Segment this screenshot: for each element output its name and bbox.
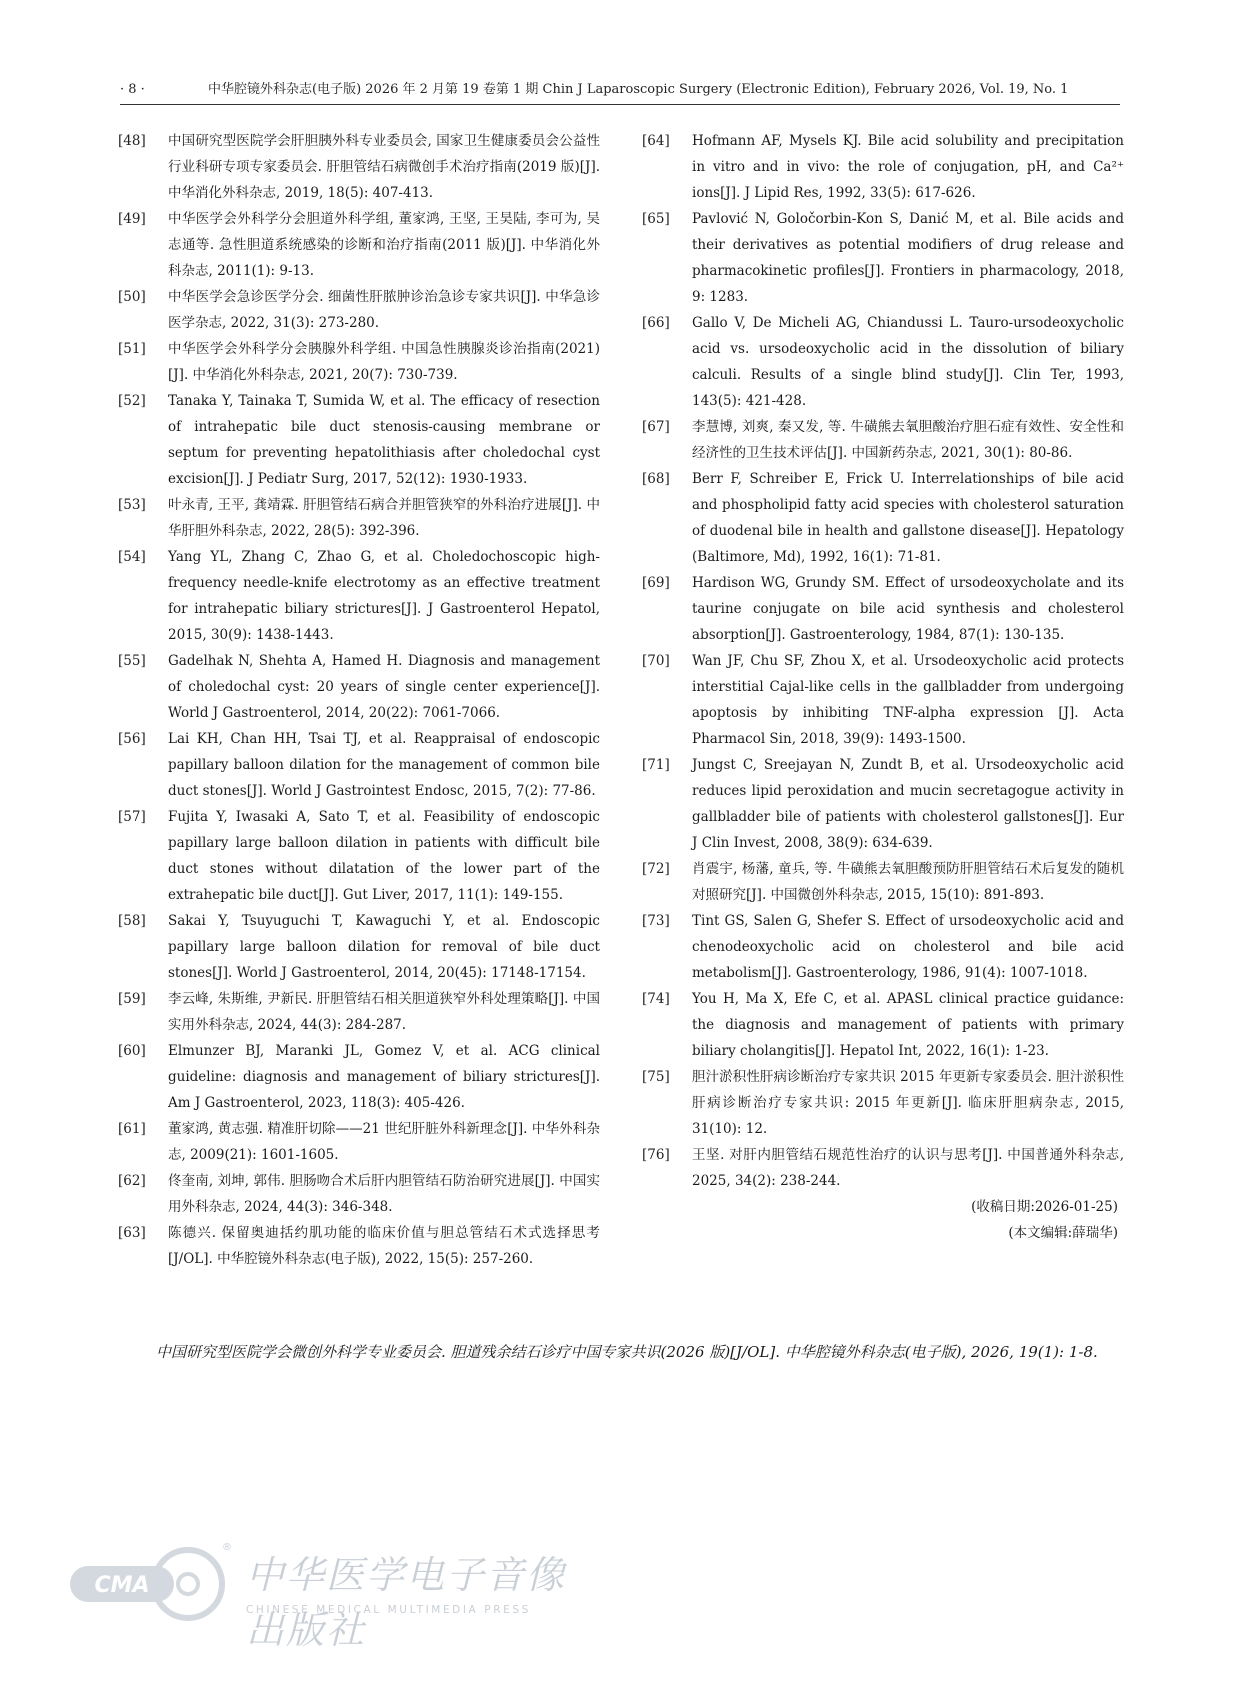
reference-number: [64] — [642, 133, 670, 149]
reference-number: [61] — [118, 1121, 146, 1137]
reference-item — [642, 1142, 1124, 1194]
publisher-name-en: CHINESE MEDICAL MULTIMEDIA PRESS — [246, 1604, 531, 1616]
reference-item — [642, 752, 1124, 856]
reference-item — [118, 804, 600, 908]
reference-item — [118, 1168, 600, 1220]
reference-number: [63] — [118, 1225, 146, 1241]
reference-number: [57] — [118, 809, 146, 825]
reference-number: [52] — [118, 393, 146, 409]
reference-text: Gallo V, De Micheli AG, Chiandussi L. Tauro-ursodeoxycholic acid vs. ursodeoxycholic acid in the dissolution of biliary calculi. Results of a single blind study[J]. Clin Ter, 1993, 143(5): 421-428. — [692, 315, 1124, 409]
reference-number: [49] — [118, 211, 146, 227]
reference-text: Fujita Y, Iwasaki A, Sato T, et al. Feasibility of endoscopic papillary large balloon dilation in patients with difficult bile duct stones without dilatation of the lower part of the extrahepatic bile duct[J]. Gut Liver, 2017, 11(1): 149-155. — [168, 809, 600, 903]
reference-text: 肖震宇, 杨藩, 童兵, 等. 牛磺熊去氧胆酸预防肝胆管结石术后复发的随机对照研究[J]. 中国微创外科杂志, 2015, 15(10): 891-893. — [692, 861, 1124, 903]
reference-text: 中国研究型医院学会肝胆胰外科专业委员会, 国家卫生健康委员会公益性行业科研专项专家委员会. 肝胆管结石病微创手术治疗指南(2019 版)[J]. 中华消化外科杂志, 2019, 18(5): 407-413. — [168, 133, 600, 201]
reference-text: 中华医学会急诊医学分会. 细菌性肝脓肿诊治急诊专家共识[J]. 中华急诊医学杂志, 2022, 31(3): 273-280. — [168, 289, 600, 331]
reference-text: 陈德兴. 保留奥迪括约肌功能的临床价值与胆总管结石术式选择思考[J/OL]. 中华腔镜外科杂志(电子版), 2022, 15(5): 257-260. — [168, 1225, 600, 1267]
reference-item — [118, 492, 600, 544]
editor-credit: (本文编辑:薛瑞华) — [1008, 1225, 1118, 1241]
reference-text: Jungst C, Sreejayan N, Zundt B, et al. Ursodeoxycholic acid reduces lipid peroxidation and mucin secretagogue activity in gallbladder bile of patients with cholesterol gallstones[J]. Eur J Clin Invest, 2008, 38(9): 634-639. — [692, 757, 1124, 851]
reference-item — [118, 1038, 600, 1116]
reference-number: [76] — [642, 1147, 670, 1163]
reference-number: [72] — [642, 861, 670, 877]
reference-number: [65] — [642, 211, 670, 227]
reference-number: [67] — [642, 419, 670, 435]
reference-text: Tint GS, Salen G, Shefer S. Effect of ursodeoxycholic acid and chenodeoxycholic acid on cholesterol and bile acid metabolism[J]. Gastroenterology, 1986, 91(4): 1007-1018. — [692, 913, 1124, 981]
reference-item — [642, 856, 1124, 908]
running-header — [120, 78, 1120, 97]
reference-text: Gadelhak N, Shehta A, Hamed H. Diagnosis and management of choledochal cyst: 20 years of single center experience[J]. World J Gastroenterol, 2014, 20(22): 7061-7066. — [168, 653, 600, 721]
reference-text: 胆汁淤积性肝病诊断治疗专家共识 2015 年更新专家委员会. 胆汁淤积性肝病诊断治疗专家共识: 2015 年更新[J]. 临床肝胆病杂志, 2015, 31(10): 12. — [692, 1069, 1124, 1137]
reference-number: [62] — [118, 1173, 146, 1189]
logo-text: CMA — [94, 1573, 150, 1598]
reference-text: 中华医学会外科学分会胰腺外科学组. 中国急性胰腺炎诊治指南(2021)[J]. 中华消化外科杂志, 2021, 20(7): 730-739. — [168, 341, 600, 383]
reference-item — [118, 336, 600, 388]
svg-text:®: ® — [222, 1542, 232, 1553]
reference-item — [642, 648, 1124, 752]
cma-disc-logo-icon — [70, 1538, 240, 1628]
reference-text: Sakai Y, Tsuyuguchi T, Kawaguchi Y, et al. Endoscopic papillary large balloon dilation for removal of bile duct stones[J]. World J Gastroenterol, 2014, 20(45): 17148-17154. — [168, 913, 600, 981]
reference-text: Pavlović N, Goločorbin-Kon S, Danić M, et al. Bile acids and their derivatives as potential modifiers of drug release and pharmacokinetic profiles[J]. Frontiers in pharmacology, 2018, 9: 1283. — [692, 211, 1124, 305]
reference-item — [118, 726, 600, 804]
reference-text: Elmunzer BJ, Maranki JL, Gomez V, et al. ACG clinical guideline: diagnosis and management of biliary strictures[J]. Am J Gastroenterol, 2023, 118(3): 405-426. — [168, 1043, 600, 1111]
reference-number: [59] — [118, 991, 146, 1007]
reference-item — [118, 1220, 600, 1272]
reference-number: [69] — [642, 575, 670, 591]
reference-text: 佟奎南, 刘坤, 郭伟. 胆肠吻合术后肝内胆管结石防治研究进展[J]. 中国实用外科杂志, 2024, 44(3): 346-348. — [168, 1173, 600, 1215]
reference-text: Yang YL, Zhang C, Zhao G, et al. Choledochoscopic high-frequency needle-knife electrotomy as an effective treatment for intrahepatic biliary strictures[J]. J Gastroenterol Hepatol, 2015, 30(9): 1438-1443. — [168, 549, 600, 643]
reference-text: 董家鸿, 黄志强. 精准肝切除——21 世纪肝脏外科新理念[J]. 中华外科杂志, 2009(21): 1601-1605. — [168, 1121, 600, 1163]
reference-text: Berr F, Schreiber E, Frick U. Interrelationships of bile acid and phospholipid fatty acid species with cholesterol saturation of duodenal bile in health and gallstone disease[J]. Hepatology (Baltimore, Md), 1992, 16(1): 71-81. — [692, 471, 1124, 565]
reference-number: [71] — [642, 757, 670, 773]
reference-item — [642, 206, 1124, 310]
reference-text: 李慧博, 刘爽, 秦又发, 等. 牛磺熊去氧胆酸治疗胆石症有效性、安全性和经济性的卫生技术评估[J]. 中国新药杂志, 2021, 30(1): 80-86. — [692, 419, 1124, 461]
reference-text: Hofmann AF, Mysels KJ. Bile acid solubility and precipitation in vitro and in vivo: the role of conjugation, pH, and Ca²⁺ ions[J]. J Lipid Res, 1992, 33(5): 617-626. — [692, 133, 1124, 201]
reference-number: [73] — [642, 913, 670, 929]
article-citation: 中国研究型医院学会微创外科学专业委员会. 胆道残余结石诊疗中国专家共识(2026 版)[J/OL]. 中华腔镜外科杂志(电子版), 2026, 19(1): 1-8. — [156, 1343, 1098, 1361]
reference-number: [50] — [118, 289, 146, 305]
reference-text: You H, Ma X, Efe C, et al. APASL clinical practice guidance: the diagnosis and management of patients with primary biliary cholangitis[J]. Hepatol Int, 2022, 16(1): 1-23. — [692, 991, 1124, 1059]
reference-number: [58] — [118, 913, 146, 929]
publisher-logo — [70, 1538, 590, 1652]
reference-item — [642, 466, 1124, 570]
header-divider — [120, 104, 1120, 105]
reference-item — [118, 206, 600, 284]
page-number: · 8 · — [120, 82, 145, 97]
reference-item — [118, 544, 600, 648]
reference-item — [642, 570, 1124, 648]
reference-number: [51] — [118, 341, 146, 357]
reference-item — [118, 388, 600, 492]
reference-item — [118, 648, 600, 726]
reference-number: [66] — [642, 315, 670, 331]
reference-number: [48] — [118, 133, 146, 149]
reference-item — [642, 908, 1124, 986]
journal-running-head: 中华腔镜外科杂志(电子版) 2026 年 2 月第 19 卷第 1 期 Chin J Laparoscopic Surgery (Electronic Edition), February 2026, Vol. 19, No. 1 — [208, 82, 1069, 97]
reference-text: 李云峰, 朱斯维, 尹新民. 肝胆管结石相关胆道狭窄外科处理策略[J]. 中国实用外科杂志, 2024, 44(3): 284-287. — [168, 991, 600, 1033]
reference-number: [56] — [118, 731, 146, 747]
reference-text: 叶永青, 王平, 龚靖霖. 肝胆管结石病合并胆管狭窄的外科治疗进展[J]. 中华肝胆外科杂志, 2022, 28(5): 392-396. — [168, 497, 600, 539]
reference-number: [55] — [118, 653, 146, 669]
reference-text: Lai KH, Chan HH, Tsai TJ, et al. Reappraisal of endoscopic papillary balloon dilation for the management of common bile duct stones[J]. World J Gastrointest Endosc, 2015, 7(2): 77-86. — [168, 731, 600, 799]
reference-number: [74] — [642, 991, 670, 1007]
reference-item — [642, 414, 1124, 466]
reference-item — [642, 128, 1124, 206]
reference-item — [118, 1116, 600, 1168]
reference-item — [642, 1064, 1124, 1142]
reference-text: Hardison WG, Grundy SM. Effect of ursodeoxycholate and its taurine conjugate on bile acid synthesis and cholesterol absorption[J]. Gastroenterology, 1984, 87(1): 130-135. — [692, 575, 1124, 643]
reference-number: [70] — [642, 653, 670, 669]
reference-number: [60] — [118, 1043, 146, 1059]
received-date: (收稿日期:2026-01-25) — [971, 1199, 1118, 1215]
reference-item — [642, 310, 1124, 414]
reference-number: [68] — [642, 471, 670, 487]
reference-item — [118, 986, 600, 1038]
reference-text: 中华医学会外科学分会胆道外科学组, 董家鸿, 王坚, 王昊陆, 李可为, 吴志通等. 急性胆道系统感染的诊断和治疗指南(2011 版)[J]. 中华消化外科杂志, 2011(1): 9-13. — [168, 211, 600, 279]
reference-text: Wan JF, Chu SF, Zhou X, et al. Ursodeoxycholic acid protects interstitial Cajal-like cells in the gallbladder from undergoing apoptosis by inhibiting TNF-alpha expression [J]. Acta Pharmacol Sin, 2018, 39(9): 1493-1500. — [692, 653, 1124, 747]
reference-item — [118, 284, 600, 336]
reference-text: Tanaka Y, Tainaka T, Sumida W, et al. The efficacy of resection of intrahepatic bile duct stenosis-causing membrane or septum for preventing hepatolithiasis after choledochal cyst excision[J]. J Pediatr Surg, 2017, 52(12): 1930-1933. — [168, 393, 600, 487]
reference-number: [53] — [118, 497, 146, 513]
reference-text: 王坚. 对肝内胆管结石规范性治疗的认识与思考[J]. 中国普通外科杂志, 2025, 34(2): 238-244. — [692, 1147, 1124, 1189]
references-left-column — [118, 128, 600, 1272]
reference-number: [54] — [118, 549, 146, 565]
publisher-name-cn: 中华医学电子音像出版社 — [246, 1553, 567, 1652]
reference-item — [118, 908, 600, 986]
reference-item — [118, 128, 600, 206]
reference-item — [642, 986, 1124, 1064]
reference-number: [75] — [642, 1069, 670, 1085]
references-right-column — [642, 128, 1124, 1246]
